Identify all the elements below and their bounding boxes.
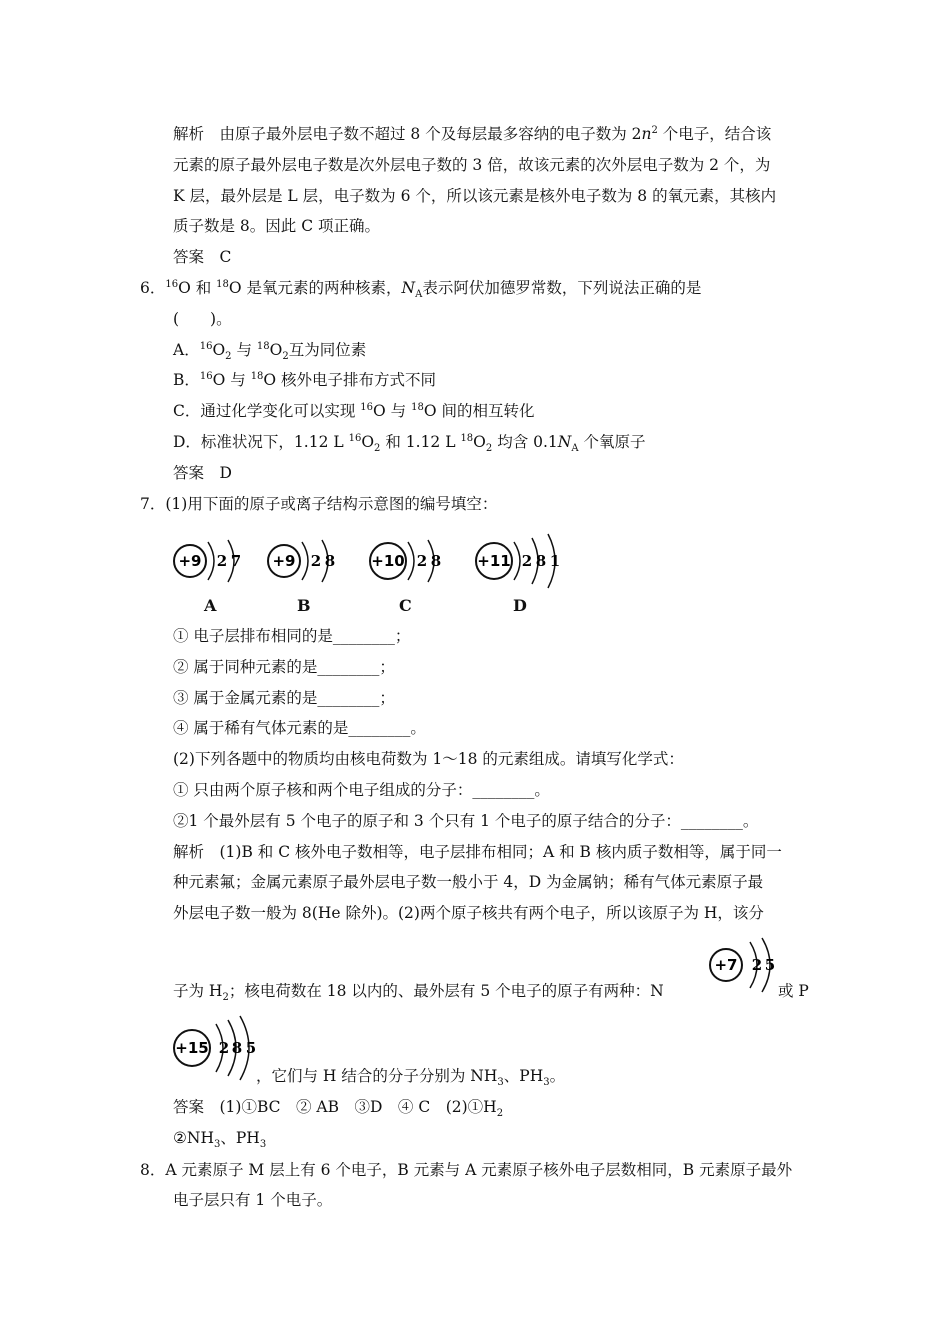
atom-d-label: D [513,596,527,615]
atom-b-shell-2: 8 [324,552,336,570]
atom-p-shell-1: 2 [218,1039,230,1057]
solution-5-line-3: K 层，最外层是 L 层，电子数为 6 个，所以该元素是核外电子数为 8 的氧元素，其核内 [173,187,777,205]
question-7-stem: 7．(1)用下面的原子或离子结构示意图的编号填空： [140,495,498,513]
solution-5-line-1: 解析 由原子最外层电子数不超过 8 个及每层最多容纳的电子数为 $2n^2$ 个电子，结合该 [173,124,772,143]
atom-diagram-n [708,934,784,1000]
blank-7-2-2: ②1 个最外层有 5 个电子的原子和 3 个只有 1 个电子的原子结合的分子：________。 [173,812,759,830]
atom-d-shell-2: 8 [535,552,547,570]
atom-n-nucleus: +7 [714,956,738,974]
solution-7-line-2: 种元素氟；金属元素原子最外层电子数一般小于 4，D 为金属钠；稀有气体元素原子最 [173,873,764,891]
atom-n-svg [708,934,784,1000]
atom-n-shell-1: 2 [751,956,763,974]
answer-6: 答案 D [173,464,232,482]
blank-7-1-2: ② 属于同种元素的是________； [173,658,395,676]
atom-c-label: C [399,596,412,615]
answer-5: 答案 C [173,248,232,266]
atom-a-svg [172,526,252,596]
atom-a-nucleus: +9 [178,552,202,570]
atom-diagram-c [368,526,452,596]
atom-d-shell-3: 1 [549,552,561,570]
option-6c: C．通过化学变化可以实现 $^{16}$O 与 $^{18}$O 间的相互转化 [173,401,535,420]
atom-diagram-b [266,526,346,596]
atom-diagram-p [172,1010,268,1086]
atom-d-shell-1: 2 [521,552,533,570]
question-7-part-2-stem: (2)下列各题中的物质均由核电荷数为 1～18 的元素组成。请填写化学式： [173,750,684,768]
atom-diagram-d [474,522,574,600]
question-8-line-2: 电子层只有 1 个电子。 [173,1191,333,1209]
answer-7-line-1: 答案 (1)①BC ② AB ③D ④ C $(2)①H_2$ [173,1098,504,1120]
atom-c-shell-1: 2 [416,552,428,570]
option-6b: B．$^{16}$O 与 $^{18}$O 核外电子排布方式不同 [173,370,437,389]
atom-b-nucleus: +9 [272,552,296,570]
answer-7-line-2: $②NH_3$、$PH_3$ [173,1129,267,1151]
atom-diagram-a [172,526,252,596]
solution-5-line-2: 元素的原子最外层电子数是次外层电子数的 3 倍，故该元素的次外层电子数为 2 个，为 [173,156,771,174]
blank-7-1-1: ① 电子层排布相同的是________； [173,627,411,645]
solution-5-line-4: 质子数是 8。因此 C 项正确。 [173,217,381,235]
question-6-paren: ( )。 [173,310,232,328]
atom-p-nucleus: +15 [175,1039,209,1057]
question-8-line-1: 8．A 元素原子 M 层上有 6 个电子，B 元素与 A 元素原子核外电子层数相同，B 元素原子最外 [140,1161,793,1179]
atom-b-svg [266,526,346,596]
atom-p-shell-3: 5 [245,1039,257,1057]
solution-7-line-4: 子为 $H_2$；核电荷数在 18 以内的、最外层有 5 个电子的原子有两种：N [173,982,664,1004]
atom-p-svg [172,1010,268,1086]
atom-a-shell-2: 7 [230,552,242,570]
blank-7-1-4: ④ 属于稀有气体元素的是________。 [173,719,426,737]
atom-a-label: A [204,596,217,615]
solution-7-line-1: 解析 (1)B 和 C 核外电子数相等，电子层排布相同；A 和 B 核内质子数相等，属于同一 [173,843,782,861]
atom-b-label: B [297,596,311,615]
atom-n-shell-2: 5 [764,956,776,974]
solution-7-line-5: ，它们与 H 结合的分子分别为 $NH_3$、$PH_3$。 [256,1067,566,1089]
atom-a-shell-1: 2 [216,552,228,570]
solution-7-or-p: 或 P [778,982,809,1000]
blank-7-1-3: ③ 属于金属元素的是________； [173,689,395,707]
option-6a: A．$^{16}O_2$ 与 $^{18}O_2$互为同位素 [173,340,367,363]
blank-7-2-1: ① 只由两个原子核和两个电子组成的分子：________。 [173,781,550,799]
atom-c-nucleus: +10 [371,552,405,570]
atom-c-svg [368,526,452,596]
atom-b-shell-1: 2 [310,552,322,570]
atom-d-svg [474,522,574,600]
question-6-stem: 6．$^{16}$O 和 $^{18}$O 是氧元素的两种核素，$N_A$表示阿伏加德罗常数，下列说法正确的是 [140,278,702,301]
solution-7-line-3: 外层电子数一般为 8(He 除外)。(2)两个原子核共有两个电子，所以该原子为 H，该分 [173,904,764,922]
atom-d-nucleus: +11 [477,552,511,570]
option-6d: D．标准状况下，1.12 L $^{16}O_2$ 和 1.12 L $^{18}O_2$ 均含 $0.1N_A$ 个氧原子 [173,432,646,455]
atom-p-shell-2: 8 [231,1039,243,1057]
atom-c-shell-2: 8 [430,552,442,570]
